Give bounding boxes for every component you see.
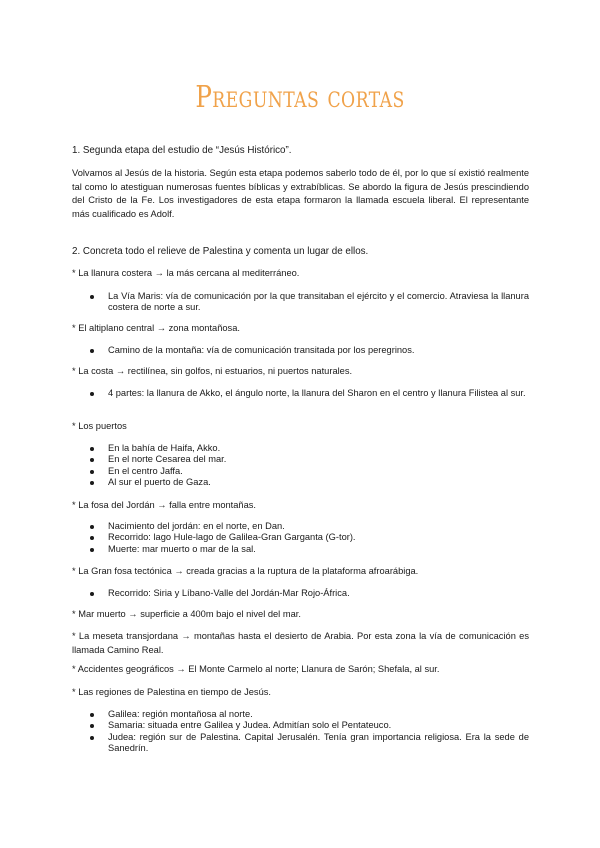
bullets-puertos <box>0 443 600 489</box>
bullet-dot <box>90 736 94 740</box>
bullets-fosa-jordan <box>0 521 600 555</box>
bullet-dot <box>90 525 94 529</box>
list-item: En el norte Cesarea del mar. <box>0 454 529 465</box>
list-item: Camino de la montaña: vía de comunicación transitada por los peregrinos. <box>0 345 529 356</box>
section-llanura-costera: * La llanura costera → la más cercana al mediterráneo. <box>72 268 300 278</box>
list-item: Recorrido: lago Hule-lago de Galilea-Gran Garganta (G-tor). <box>0 532 529 543</box>
section-regiones: * Las regiones de Palestina en tiempo de Jesús. <box>72 687 271 697</box>
list-item: En la bahía de Haifa, Akko. <box>0 443 529 454</box>
bullets-regiones <box>0 709 600 755</box>
bullet-dot <box>90 536 94 540</box>
question-1-paragraph: Volvamos al Jesús de la historia. Según esta etapa podemos saberlo todo de él, por lo que sí existió realmente tal como lo atestiguan numerosas fuentes bíblicas y extrabíblicas. Se abordo la figura de Jesús prescindiendo del Cristo de la Fe. Los investigadores de esta etapa formaron la llamada escuela liberal. El representante más cualificado es Adolf. <box>72 168 529 219</box>
section-accidentes-geograficos: * Accidentes geográficos → El Monte Carmelo al norte; Llanura de Sarón; Shefala, al sur. <box>72 664 440 674</box>
list-item: Nacimiento del jordán: en el norte, en Dan. <box>0 521 529 532</box>
list-item: Recorrido: Siria y Líbano-Valle del Jordán-Mar Rojo-África. <box>0 588 529 599</box>
list-item: Galilea: región montañosa al norte. <box>0 709 529 720</box>
bullets-llanura-costera <box>0 291 600 314</box>
list-item: 4 partes: la llanura de Akko, el ángulo norte, la llanura del Sharon en el centro y llanura Filistea al sur. <box>0 388 529 399</box>
list-item: Samaria: situada entre Galilea y Judea. Admitían solo el Pentateuco. <box>0 720 529 731</box>
question-2-heading: 2. Concreta todo el relieve de Palestina y comenta un lugar de ellos. <box>72 246 369 257</box>
section-costa: * La costa → rectilínea, sin golfos, ni estuarios, ni puertos naturales. <box>72 366 353 376</box>
section-gran-fosa: * La Gran fosa tectónica → creada gracias a la ruptura de la plataforma afroarábiga. <box>72 566 419 576</box>
section-fosa-jordan: * La fosa del Jordán → falla entre montañas. <box>72 500 256 510</box>
bullet-dot <box>90 458 94 462</box>
question-1-heading: 1. Segunda etapa del estudio de “Jesús Histórico”. <box>72 145 292 156</box>
bullet-dot <box>90 592 94 596</box>
section-altiplano-central: * El altiplano central → zona montañosa. <box>72 323 240 333</box>
bullets-altiplano-central <box>0 345 600 356</box>
bullet-dot <box>90 481 94 485</box>
list-item: En el centro Jaffa. <box>0 466 529 477</box>
bullet-dot <box>90 392 94 396</box>
bullet-dot <box>90 470 94 474</box>
list-item: Al sur el puerto de Gaza. <box>0 477 529 488</box>
section-puertos: * Los puertos <box>72 421 127 431</box>
bullets-costa <box>0 388 600 399</box>
bullet-dot <box>90 295 94 299</box>
bullet-dot <box>90 349 94 353</box>
bullets-gran-fosa <box>0 588 600 599</box>
bullet-dot <box>90 713 94 717</box>
bullet-dot <box>90 447 94 451</box>
list-item: La Vía Maris: vía de comunicación por la que transitaban el ejército y el comercio. Atraviesa la llanura costera de norte a sur. <box>0 291 529 314</box>
section-mar-muerto: * Mar muerto → superficie a 400m bajo el nivel del mar. <box>72 609 301 619</box>
list-item: Muerte: mar muerto o mar de la sal. <box>0 544 529 555</box>
section-meseta-transjordana: * La meseta transjordana → montañas hasta el desierto de Arabia. Por esta zona la vía de comunicación es llamada Camino Real. <box>72 631 529 655</box>
bullet-dot <box>90 724 94 728</box>
list-item: Judea: región sur de Palestina. Capital Jerusalén. Tenía gran importancia religiosa. Era la sede de Sanedrín. <box>0 732 529 755</box>
page-title: Preguntas cortas <box>195 80 405 115</box>
bullet-dot <box>90 548 94 552</box>
